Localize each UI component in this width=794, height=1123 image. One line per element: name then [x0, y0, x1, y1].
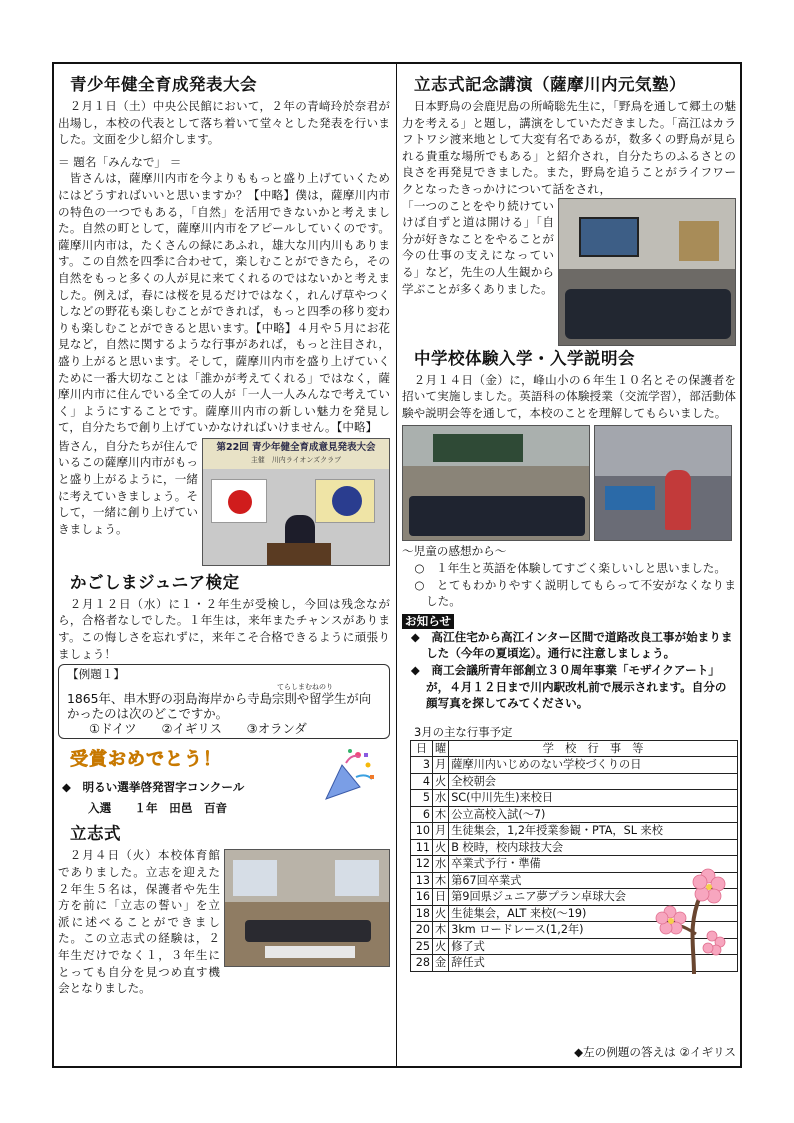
- schedule-event: 3km ロードレース(1,2年): [449, 922, 738, 939]
- speech-title: ＝ 題名「みんなで」 ＝: [58, 154, 182, 169]
- lecture-photo: [558, 198, 736, 346]
- schedule-event: 修了式: [449, 938, 738, 955]
- schedule-date: 5: [411, 790, 433, 807]
- section-heading-lecture: 立志式記念講演（薩摩川内元気塾）: [414, 75, 686, 94]
- schedule-weekday: 日: [433, 889, 449, 906]
- open-school-body: ２月１４日（金）に，峰山小の６年生１０名とその保護者を招いて実施しました。英語科の体験授業（交流学習），部活動体験や説明会等を通して，本校のことを理解してもらいました。: [402, 372, 736, 420]
- schedule-date: 3: [411, 757, 433, 774]
- example-ruby: てらしまむねのり: [277, 682, 333, 691]
- left-column: [58, 66, 390, 997]
- rissi-body: ２月４日（火）本校体育館でありました。立志を迎えた２年生５名は，保護者や先生方を前に「立志の誓い」を立派に述べることができました。この立志式の経験は，２年生だけでなく１，３年生にとっても自分を見つめ直す機会となりました。: [58, 848, 220, 996]
- schedule-event: SC(中川先生)来校日: [449, 790, 738, 807]
- lions-club-logo: [315, 479, 375, 523]
- club-activity-photo: [594, 425, 732, 541]
- schedule-weekday: 木: [433, 872, 449, 889]
- plum-blossom-icon: [654, 856, 732, 976]
- award-heading: 受賞おめでとう！: [70, 749, 222, 771]
- party-popper-icon: [320, 747, 380, 803]
- schedule-weekday: 水: [433, 856, 449, 873]
- schedule-weekday: 火: [433, 938, 449, 955]
- section-heading-open-school: 中学校体験入学・入学説明会: [414, 348, 635, 368]
- schedule-title: 3月の主な行事予定: [414, 724, 513, 739]
- example-choices: ①ドイツ ②イギリス ③オランダ: [89, 720, 307, 736]
- schedule-weekday: 金: [433, 955, 449, 972]
- japan-flag: [211, 479, 267, 523]
- schedule-row: [411, 790, 738, 807]
- schedule-weekday: 火: [433, 773, 449, 790]
- schedule-date: 11: [411, 839, 433, 856]
- award-item: ◆ 明るい選挙啓発習字コンクール: [62, 780, 245, 795]
- schedule-date: 20: [411, 922, 433, 939]
- rissi-ceremony-photo: [224, 849, 390, 967]
- english-class-photo: [402, 425, 590, 541]
- schedule-event: 卒業式予行・準備: [449, 856, 738, 873]
- speech-closing: 皆さん，自分たちが住んでいるこの薩摩川内市がもっと盛り上がるように，一緒に考えていきましょう。そして，一緒に創り上げていきましょう。: [58, 438, 198, 536]
- schedule-event: 生徒集会，1,2年授業参観・PTA，SL 来校: [449, 823, 738, 840]
- podium: [267, 543, 331, 566]
- speech-body: 皆さんは，薩摩川内市を今よりももっと盛り上げていくためにはどうすればいいと思いますか？【中略】僕は，薩摩川内市の特色の一つでもある，「自然」を活用できないかと考えました。自然の町として，薩摩川内市をアピールしていくのです。薩摩川内市は，たくさんの緑にあふれ，雄大な川内川もあります。この自然を四季に合わせて，楽しむことができたら，その自然をもっと多くの人が見に来てくれるのではないかと考えました。例えば，春には桜を見るだけではなく，れんげ草やつくしなどの野花も楽しむことができれば，もっと四季の移り変わりも楽しむことができると思います。【中略】４月や５月にお花見など，自然に関するような行事があれば，もっと注目され，盛り上がると思います。そして，薩摩川内市を盛り上げていくために一番大切なことは「誰かが考えてくれる」ではなく，薩摩川内市に住んでいる全ての人が「一人一人みんなで考えていく」ようにすることです。薩摩川内市の新しい魅力を発見して，自分たちで創り上げていかなければいけません。【中略】: [58, 171, 390, 435]
- schedule-header-date: 日: [411, 740, 433, 757]
- junior-exam-body: ２月１２日（水）に１・２年生が受検し，今回は残念ながら，合格者なしでした。１年生は，来年またチャンスがあります。この悔しさを忘れずに，来年こそ合格できるように頑張りましょう！: [58, 596, 390, 661]
- schedule-event: 生徒集会，ALT 来校(～19): [449, 905, 738, 922]
- schedule-weekday: 木: [433, 922, 449, 939]
- example-title: 【例題１】: [67, 667, 125, 682]
- schedule-date: 28: [411, 955, 433, 972]
- schedule-row: [411, 839, 738, 856]
- impressions-title: ～児童の感想から～: [402, 544, 507, 559]
- schedule-event: 全校朝会: [449, 773, 738, 790]
- section-heading-rissi: 立志式: [70, 824, 121, 844]
- schedule-event: 辞任式: [449, 955, 738, 972]
- photo-banner-sub: 主催 川内ライオンズクラブ: [250, 455, 342, 464]
- schedule-weekday: 火: [433, 839, 449, 856]
- schedule-row: [411, 806, 738, 823]
- schedule-weekday: 木: [433, 806, 449, 823]
- schedule-weekday: 月: [433, 757, 449, 774]
- schedule-event: 公立高校入試(～7): [449, 806, 738, 823]
- schedule-event: 薩摩川内いじめのない学校づくりの日: [449, 757, 738, 774]
- quiz-answer: ◆左の例題の答えは ②イギリス: [574, 1045, 736, 1059]
- schedule-event: 第9回県ジュニア夢プラン卓球大会: [449, 889, 738, 906]
- section-heading-junior-exam: かごしまジュニア検定: [70, 572, 240, 592]
- schedule-date: 4: [411, 773, 433, 790]
- schedule-date: 25: [411, 938, 433, 955]
- schedule-date: 18: [411, 905, 433, 922]
- example-question-box: [58, 664, 390, 739]
- speech-contest-photo: [202, 438, 390, 566]
- schedule-date: 16: [411, 889, 433, 906]
- notice-2: ◆ 商工会議所青年部創立３０周年事業「モザイクアート」が，４月１２日まで川内駅改札前で展示されます。自分の顔写真を探してみてください。: [410, 662, 727, 711]
- schedule-weekday: 水: [433, 790, 449, 807]
- notice-1: ◆ 高江住宅から高江インター区間で道路改良工事が始まりました（今年の夏頃迄）。通行に注意しましょう。: [410, 629, 733, 661]
- schedule-row: [411, 773, 738, 790]
- schedule-date: 13: [411, 872, 433, 889]
- speech-intro: ２月１日（土）中央公民館において，２年の青﨑玲於奈君が出場し，本校の代表として落ち着いて堂々とした発表を行いました。文面を少し紹介します。: [58, 99, 390, 147]
- schedule-header-event: 学 校 行 事 等: [449, 740, 738, 757]
- schedule-event: 第67回卒業式: [449, 872, 738, 889]
- schedule-weekday: 火: [433, 905, 449, 922]
- column-divider: [396, 62, 397, 1068]
- right-column: [402, 66, 736, 1059]
- award-winner: 入選 １年 田邑 百音: [88, 801, 228, 816]
- impression-2: ○ とてもわかりやすく説明してもらって不安がなくなりました。: [414, 577, 736, 609]
- schedule-header-weekday: 曜: [433, 740, 449, 757]
- schedule-date: 10: [411, 823, 433, 840]
- section-heading-youth-speech: 青少年健全育成発表大会: [70, 75, 257, 94]
- example-body: 1865年、串木野の羽島海岸から寺島宗則や留学生が向かったのは次のどこですか。: [67, 690, 372, 721]
- impression-1: ○ １年生と英語を体験してすごく楽しいしと思いました。: [414, 560, 726, 575]
- photo-stage-banner: [203, 439, 389, 469]
- lecture-body-side: 「一つのことをやり続けていけば自ずと道は開ける」「自分が好きなことをやることが今の仕事の支えになっている」など，先生の人生観から学ぶことが多くありました。: [402, 198, 554, 296]
- lecture-body-top: 日本野鳥の会鹿児島の所崎聡先生に，「野鳥を通して郷土の魅力を考える」と題し，講演をしていただきました。「高江はカラフトワシ渡来地として大変有名であるが，数多くの野鳥が見られる貴重な場所でもある」と紹介され，自分たちのふるさとの良さを再発見できました。また，野鳥を追うことがライフワークとなったきっかけについて話をされ，: [402, 99, 736, 196]
- schedule-date: 12: [411, 856, 433, 873]
- schedule-weekday: 月: [433, 823, 449, 840]
- schedule-row: [411, 757, 738, 774]
- schedule-event: B 校時，校内球技大会: [449, 839, 738, 856]
- notice-tag: お知らせ: [402, 614, 454, 629]
- schedule-date: 6: [411, 806, 433, 823]
- schedule-row: [411, 823, 738, 840]
- schedule-header-row: [411, 740, 738, 757]
- photo-banner-text: 第22回 青少年健全育成意見発表大会: [216, 441, 376, 453]
